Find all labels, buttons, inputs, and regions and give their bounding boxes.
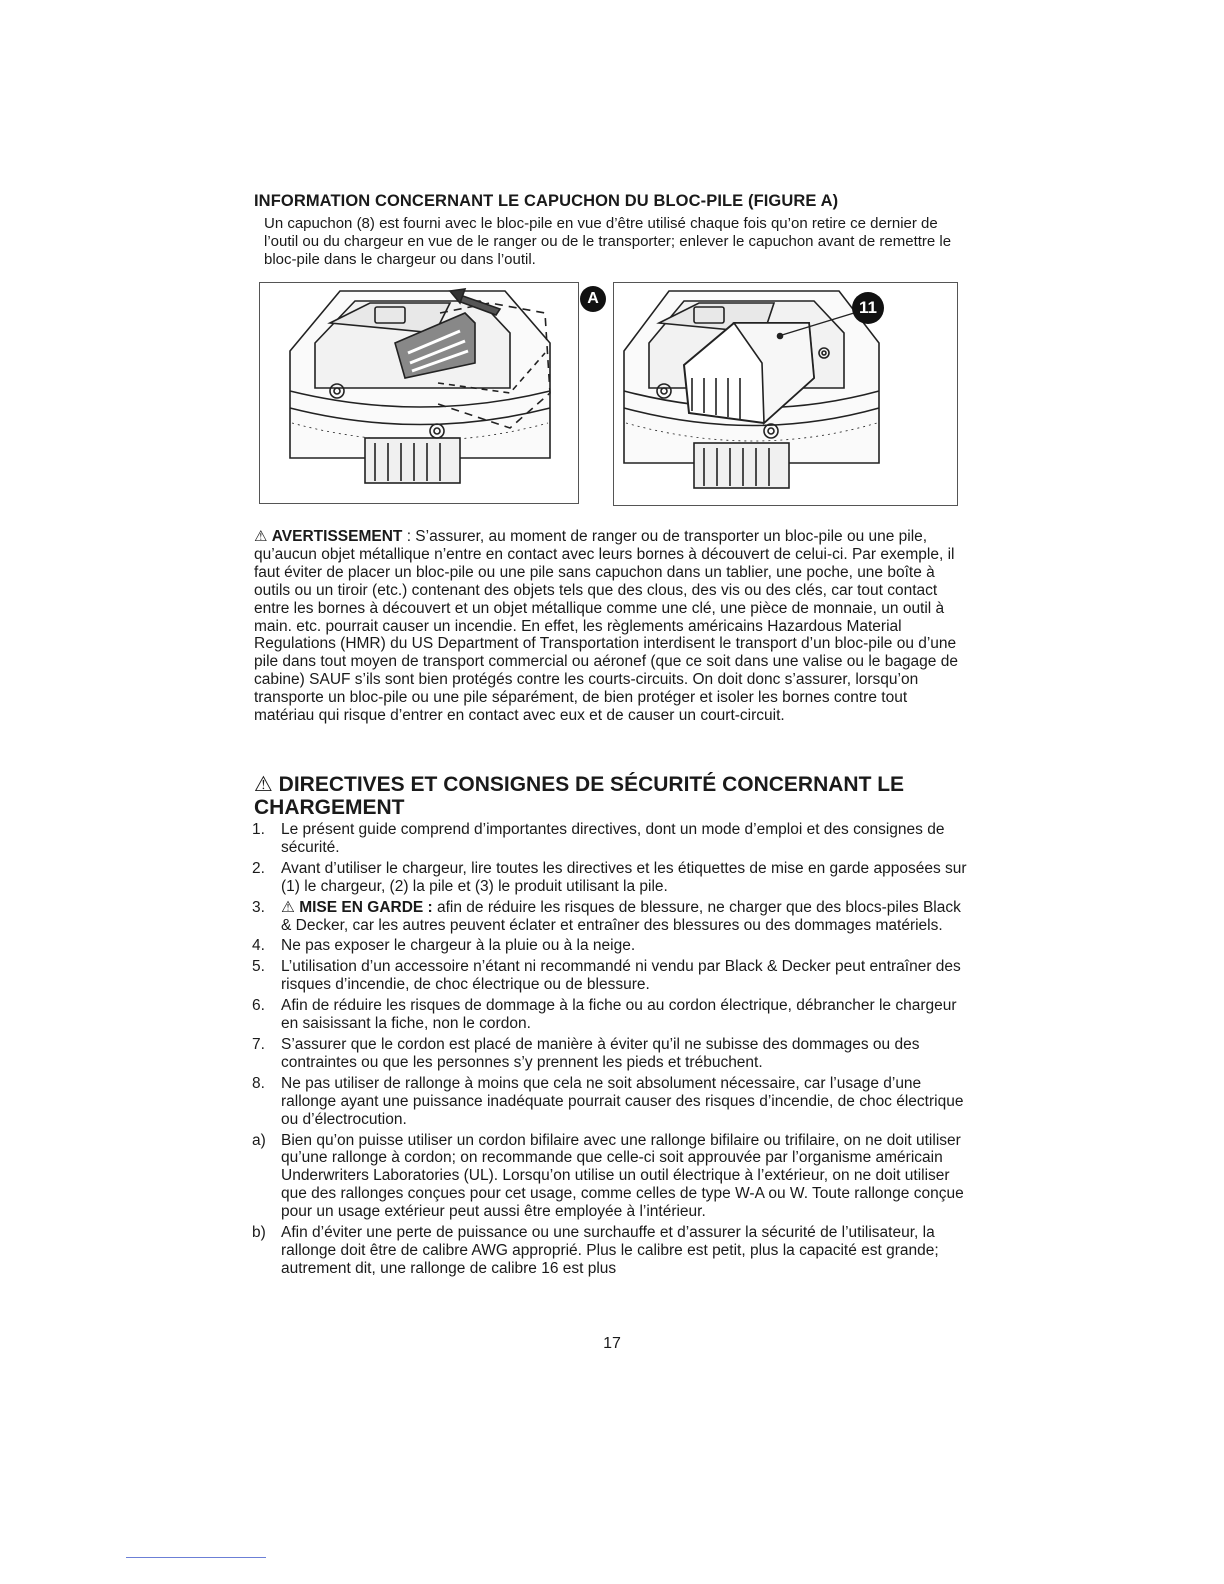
list-item: 5. L’utilisation d’un accessoire n’étant ni recommandé ni vendu par Black & Decker peut entraîner des risques d’incendie, de choc électrique ou de blessure.	[252, 958, 961, 994]
battery-illustration-right	[614, 283, 957, 505]
list-item: a) Bien qu’on puisse utiliser un cordon bifilaire avec une rallonge bifilaire ou trifilaire, on ne doit utiliser qu’une rallonge à cordon; on recommande que celle-ci soit approuvée par l’organisme américain Underwriters Laboratories (UL). Lorsqu’on utilise un outil électrique à l’extérieur, on ne doit utiliser que des rallonges conçues pour cet usage, comme celles de type W-A ou W. Toute rallonge conçue pour un usage extérieur peut aussi être employée à l’intérieur.	[252, 1131, 964, 1221]
footer-rule	[126, 1557, 266, 1558]
list-item: 1. Le présent guide comprend d’importantes directives, dont un mode d’emploi et des consignes de sécurité.	[252, 821, 945, 856]
warning-label: AVERTISSEMENT	[271, 528, 403, 545]
battery-illustration-left	[260, 283, 578, 503]
callout-number-badge: 11	[852, 292, 884, 324]
directives-list	[252, 821, 968, 1281]
figure-battery-cap-installed	[613, 282, 958, 506]
warning-text: : S’assurer, au moment de ranger ou de transporter un bloc-pile ou une pile, qu’aucun objet métallique n’entre en contact avec leurs bornes à découvert de celui-ci. Par exemple, il faut éviter de placer un bloc-pile ou une pile sans capuchon dans un tablier, une poche, une boîte à outils ou un tiroir (etc.) contenant des objets tels que des clous, des vis ou des clés, car tout contact entre les bornes à découvert et un objet métallique comme une clé, une pièce de monnaie, un outil à main. etc. pourrait causer un incendie. En effet, les règlements américains Hazardous Material Regulations (HMR) du US Department of Transportation interdisent le transport d’un bloc-pile ou d’une pile dans tout moyen de transport commercial ou aéronef (que ce soit dans une valise ou le bagage de cabine) SAUF s’ils sont bien protégés contre les courts-circuits. On doit donc s’assurer, lorsqu’on transporte un bloc-pile ou une pile séparément, de bien protéger et isoler les bornes contre tout matériau qui risque d’entrer en contact avec eux et de causer un court-circuit.	[254, 528, 958, 725]
list-item: b) Afin d’éviter une perte de puissance ou une surchauffe et d’assurer la sécurité de l’utilisateur, la rallonge doit être de calibre AWG approprié. Plus le calibre est petit, plus la capacité est grande; autrement dit, une rallonge de calibre 16 est plus	[252, 1224, 939, 1277]
warning-triangle-icon: ⚠	[281, 898, 295, 916]
directives-title: ⚠ DIRECTIVES ET CONSIGNES DE SÉCURITÉ CONCERNANT LE CHARGEMENT	[254, 773, 905, 819]
list-item: 8. Ne pas utiliser de rallonge à moins que cela ne soit absolument nécessaire, car l’usage d’une rallonge ayant une puissance inadéquate pourrait causer des risques d’incendie, de choc électrique ou d’électrocution.	[252, 1074, 964, 1128]
list-item: 3. ⚠ MISE EN GARDE : afin de réduire les risques de blessure, ne charger que des blocs-piles Black & Decker, car les autres peuvent éclater et entraîner des blessures ou des dommages matériels.	[252, 898, 961, 934]
list-item: 6. Afin de réduire les risques de dommage à la fiche ou au cordon électrique, débrancher le chargeur en saisissant la fiche, non le cordon.	[252, 997, 957, 1033]
figure-battery-cap-removal	[259, 282, 579, 504]
section-title: INFORMATION CONCERNANT LE CAPUCHON DU BLOC-PILE (FIGURE A)	[254, 192, 839, 210]
figure-label-badge: A	[580, 286, 606, 312]
warning-triangle-icon: ⚠	[254, 773, 273, 796]
caution-label: MISE EN GARDE :	[299, 898, 433, 916]
warning-paragraph	[254, 528, 966, 725]
list-item: 7. S’assurer que le cordon est placé de manière à éviter qu’il ne subisse des dommages ou des contraintes ou que les personnes s’y prennent les pieds et trébuchent.	[252, 1035, 920, 1071]
intro-paragraph: Un capuchon (8) est fourni avec le bloc-pile en vue d’être utilisé chaque fois qu’on retire ce dernier de l’outil ou du chargeur en vue de le ranger ou de le transporter; enlever le capuchon avant de remettre le bloc-pile dans le chargeur ou dans l’outil.	[264, 215, 952, 268]
page-number: 17	[603, 1335, 621, 1352]
warning-triangle-icon: ⚠	[254, 528, 268, 545]
list-item: 2. Avant d’utiliser le chargeur, lire toutes les directives et les étiquettes de mise en garde apposées sur (1) le chargeur, (2) la pile et (3) le produit utilisant la pile.	[252, 859, 967, 895]
list-item: 4. Ne pas exposer le chargeur à la pluie ou à la neige.	[252, 937, 636, 955]
